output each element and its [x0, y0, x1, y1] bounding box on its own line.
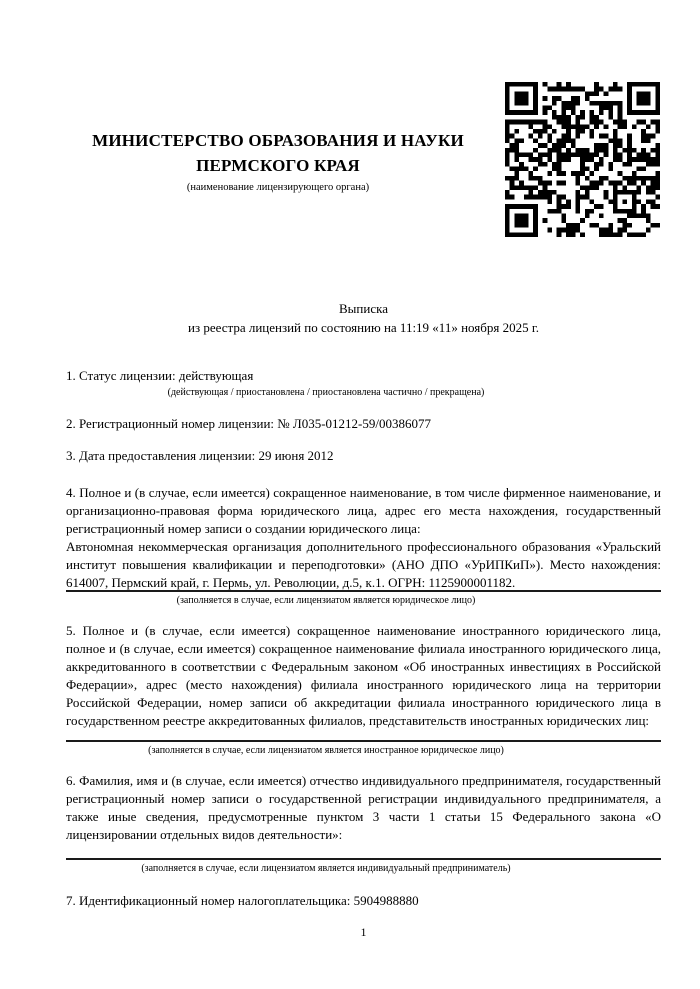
- item-legal-entity-caption: (заполняется в случае, если лицензиатом является юридическое лицо): [176, 595, 476, 606]
- item-legal-entity-value: Автономная некоммерческая организация дополнительного профессионального образования «Уральский институт повышения квалификации и переподготовки» (АНО ДПО «УрИПКиП»). Место нахождения: 614007, Пермский край, г. Пермь, ул. Революции, д.5, к.1. ОГРН: 1125900001182.: [66, 539, 661, 590]
- fill-line: [66, 858, 661, 860]
- item-license-status-caption: (действующая / приостановлена / приостановлена частично / прекращена): [167, 387, 485, 398]
- item-foreign-entity: 5. Полное и (в случае, если имеется) сокращенное наименование иностранного юридического лица, полное и (в случае, если имеется) сокращенное наименование филиала иностранного юридического лица, аккредитованного в соответствии с Федеральным законом «Об иностранных инвестициях в Российской Федерации», адрес (место нахождения) филиала иностранного юридического лица на территории Российской Федерации, номер записи об аккредитации филиала иностранного юридического лица в государственном реестре аккредитованных филиалов, представительств иностранных юридических лиц:: [66, 623, 661, 728]
- document-title-line1: Выписка: [339, 301, 388, 316]
- item-registration-number: 2. Регистрационный номер лицензии: № Л035-01212-59/00386077: [66, 416, 432, 431]
- issuer-name-line1: МИНИСТЕРСТВО ОБРАЗОВАНИЯ И НАУКИ: [92, 131, 464, 150]
- item-individual-entrepreneur-caption: (заполняется в случае, если лицензиатом является индивидуальный предприниматель): [141, 863, 511, 874]
- qr-code-icon: [505, 82, 660, 237]
- item-legal-entity: [66, 484, 661, 592]
- issuer-name-line2: ПЕРМСКОГО КРАЯ: [196, 156, 360, 175]
- item-grant-date: 3. Дата предоставления лицензии: 29 июня 2012: [66, 448, 334, 463]
- item-taxpayer-number: 7. Идентификационный номер налогоплательщика: 5904988880: [66, 893, 419, 908]
- document-title: [66, 299, 661, 337]
- fill-line: [66, 590, 661, 592]
- item-license-status: 1. Статус лицензии: действующая: [66, 368, 254, 383]
- item-individual-entrepreneur: 6. Фамилия, имя и (в случае, если имеется) отчество индивидуального предпринимателя, государственный регистрационный номер записи о государственной регистрации индивидуального предпринимателя, а также иные сведения, предусмотренные пунктом 3 части 1 статьи 15 Федерального закона «О лицензировании отдельных видов деятельности»:: [66, 773, 661, 842]
- issuer-header: [66, 128, 490, 194]
- issuer-caption: (наименование лицензирующего органа): [186, 182, 370, 193]
- item-legal-entity-text: 4. Полное и (в случае, если имеется) сокращенное наименование, в том числе фирменное наименование, и организационно-правовая форма юридического лица, адрес его места нахождения, государственный регистрационный номер записи о создании юридического лица:: [66, 485, 661, 536]
- item-foreign-entity-caption: (заполняется в случае, если лицензиатом является иностранное юридическое лицо): [148, 745, 504, 756]
- fill-line: [66, 740, 661, 742]
- document-title-line2: из реестра лицензий по состоянию на 11:19 «11» ноября 2025 г.: [188, 320, 539, 335]
- page-number: 1: [360, 925, 367, 939]
